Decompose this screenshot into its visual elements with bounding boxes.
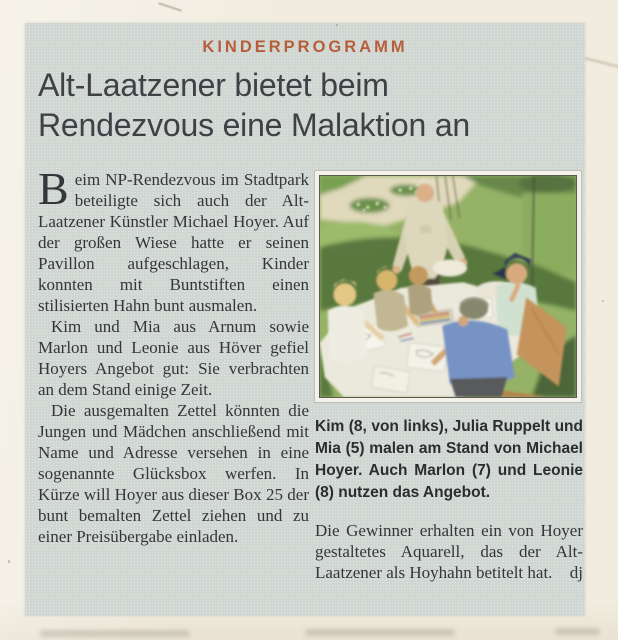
article-column-left (38, 163, 309, 547)
headline (38, 65, 578, 145)
paragraph-4 (315, 520, 583, 583)
paragraph-3: Die ausgemalten Zettel könnten die Jungen und Mädchen anschließend mit Name und Adresse versehen in eine sogenannte Glücksbox werfen. In Kürze will Hoyer aus dieser Box 25 der bunt bemalten Zettel ziehen und zu einer Preisübergabe einladen. (38, 401, 309, 546)
article-photo (319, 175, 577, 398)
article-block (25, 23, 585, 616)
scan-smudge (555, 628, 600, 635)
paragraph-4-text: Die Gewinner erhalten ein von Hoyer gestaltetes Aquarell, das der Alt-Laatzener als Hoyhahn betitelt hat. (315, 521, 583, 582)
paragraph-1 (38, 163, 309, 316)
byline: dj (569, 563, 583, 582)
scan-smudge (40, 630, 190, 637)
photo-illustration (320, 176, 576, 397)
photo-caption: Kim (8, von links), Julia Ruppelt und Mia (5) malen am Stand von Michael Hoyer. Auch Marlon (7) und Leonie (8) nutzen das Angebot. (315, 418, 583, 501)
paper-speck (8, 560, 10, 563)
photo-frame (314, 170, 582, 403)
paper-speck (336, 24, 338, 26)
headline-line-2: Rendezvous eine Malaktion an (38, 107, 471, 143)
closing-paragraph (315, 520, 583, 583)
headline-line-1: Alt-Laatzener bietet beim (38, 67, 389, 103)
paper-mark (158, 2, 181, 11)
scan-smudge (305, 629, 455, 636)
paragraph-2: Kim und Mia aus Arnum sowie Marlon und Leonie aus Höver gefiel Hoyers Angebot gut: Sie verbrachten an dem Stand einige Zeit. (38, 317, 309, 399)
kicker: KINDERPROGRAMM (202, 38, 408, 56)
drop-cap: B (38, 163, 69, 214)
paper-speck (602, 300, 604, 302)
paragraph-1-text: eim NP-Rendezvous im Stadtpark beteiligte sich auch der Alt-Laatzener Künstler Michael Hoyer. Auf der großen Wiese hatte er seinen Pavillon aufgeschlagen, Kinder konnten mit Buntstiften einen stilisierten Hahn bunt ausmalen. (38, 170, 309, 315)
